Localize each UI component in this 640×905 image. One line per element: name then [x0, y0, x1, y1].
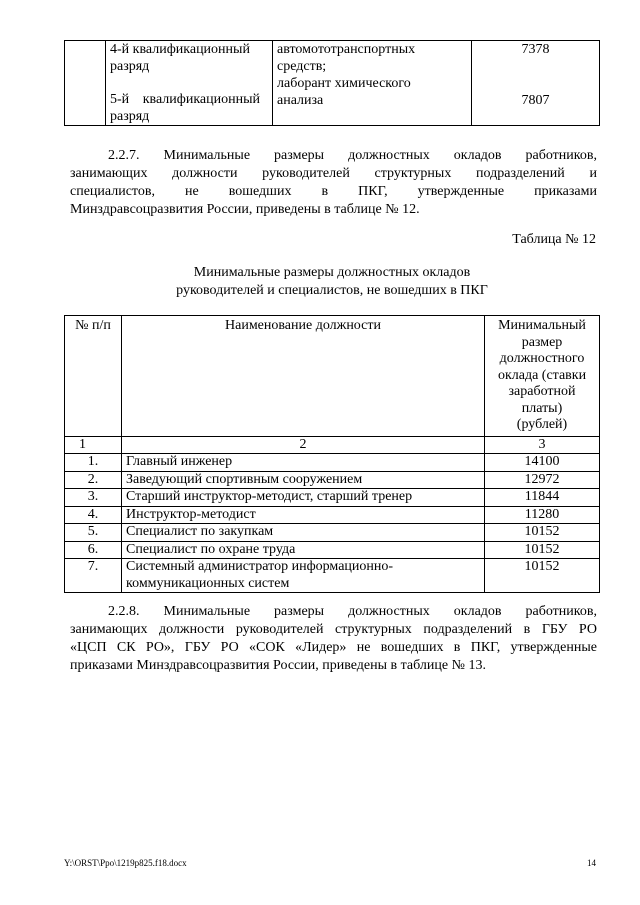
table-row [65, 524, 600, 542]
qualification-5: 5-й квалификационный разряд [110, 92, 260, 124]
paragraph-line: 2.2.8. Минимальные размеры должностных окладов работников, [108, 604, 597, 619]
table-row [65, 454, 600, 472]
table-title [64, 264, 600, 300]
row-num: 5. [65, 524, 122, 542]
position-cell [273, 41, 472, 126]
paragraph-line: 2.2.7. Минимальные размеры должностных окладов работников, [108, 148, 597, 163]
row-name: Специалист по закупкам [122, 524, 485, 542]
qualification-4: 4-й квалификационный разряд [110, 42, 250, 74]
table-colnum-row [65, 436, 600, 454]
header-salary: Минимальный размер должностного оклада (ставки заработной платы) (рублей) [485, 316, 600, 437]
paragraph-line: Минздравсоцразвития России, приведены в таблице № 12. [70, 202, 420, 217]
row-salary: 11844 [485, 489, 600, 507]
salary-4: 7378 [521, 42, 550, 57]
table-label: Таблица № 12 [512, 232, 596, 247]
row-name: Специалист по охране труда [122, 541, 485, 559]
row-num: 2. [65, 471, 122, 489]
position-line: средств; [277, 59, 327, 74]
row-num: 1. [65, 454, 122, 472]
table-row [65, 471, 600, 489]
page-number: 14 [587, 858, 596, 868]
header-name: Наименование должности [122, 316, 485, 437]
row-salary: 14100 [485, 454, 600, 472]
footer-path: Y:\ORST\Ppo\1219p825.f18.docx [64, 858, 187, 868]
paragraph-line: занимающих должности руководителей структурных подразделений в ГБУ РО [70, 622, 597, 637]
paragraph-line: приказами Минздравсоцразвития России, приведены в таблице № 13. [70, 658, 486, 673]
colnum-1: 1 [65, 436, 122, 454]
row-num: 3. [65, 489, 122, 507]
row-num: 6. [65, 541, 122, 559]
qualification-cell [106, 41, 273, 126]
row-name: Системный администратор информационно-коммуникационных систем [122, 559, 485, 593]
table-header-row [65, 316, 600, 437]
paragraph-2-2-7 [70, 147, 597, 219]
table-row [65, 541, 600, 559]
paragraph-line: специалистов, не вошедших в ПКГ, утвержденные приказами [70, 184, 597, 199]
table-title-line: руководителей и специалистов, не вошедших в ПКГ [176, 283, 488, 298]
salary-table [64, 315, 600, 593]
row-name: Старший инструктор-методист, старший тренер [122, 489, 485, 507]
row-salary: 12972 [485, 471, 600, 489]
row-name: Главный инженер [122, 454, 485, 472]
row-salary: 10152 [485, 559, 600, 593]
row-salary: 10152 [485, 524, 600, 542]
position-line: анализа [277, 93, 324, 108]
header-num: № п/п [65, 316, 122, 437]
paragraph-line: «ЦСП СК РО», ГБУ РО «СОК «Лидер» не вошедших в ПКГ, утвержденные [70, 640, 597, 655]
row-name: Инструктор-методист [122, 506, 485, 524]
table-title-line: Минимальные размеры должностных окладов [193, 265, 471, 280]
colnum-3: 3 [485, 436, 600, 454]
row-num: 7. [65, 559, 122, 593]
salary-5: 7807 [521, 93, 550, 108]
continuation-table [64, 40, 600, 126]
empty-cell [65, 41, 106, 126]
table-row [65, 506, 600, 524]
table-row [65, 559, 600, 593]
row-name: Заведующий спортивным сооружением [122, 471, 485, 489]
salary-cell [472, 41, 600, 126]
table-row [65, 489, 600, 507]
row-salary: 11280 [485, 506, 600, 524]
table-row [65, 41, 600, 126]
paragraph-line: занимающих должности руководителей структурных подразделений и [70, 166, 597, 181]
row-num: 4. [65, 506, 122, 524]
paragraph-2-2-8 [70, 603, 597, 675]
position-line: лаборант химического [277, 76, 411, 91]
row-salary: 10152 [485, 541, 600, 559]
position-line: автомототранспортных [277, 42, 416, 57]
colnum-2: 2 [122, 436, 485, 454]
